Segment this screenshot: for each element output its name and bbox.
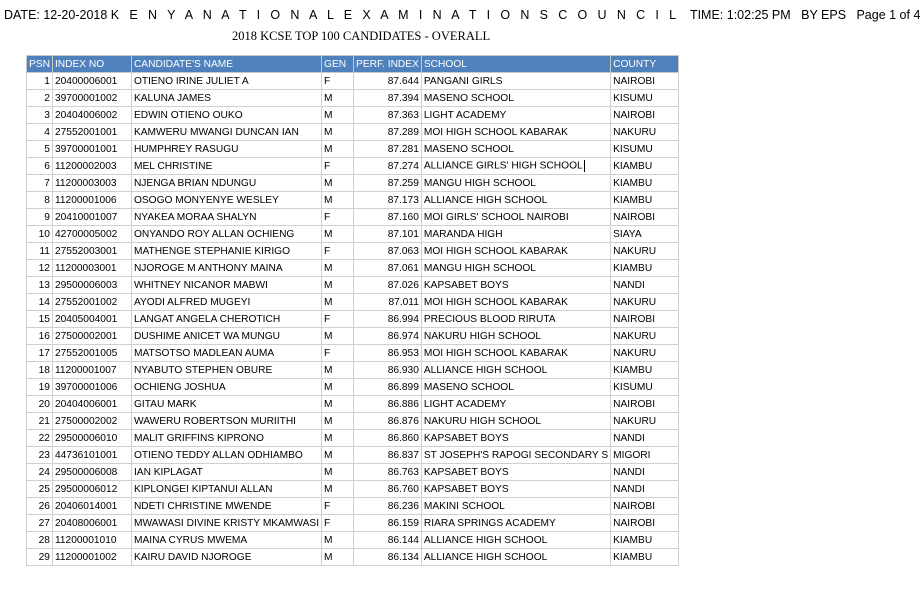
candidate-name-cell: LANGAT ANGELA CHEROTICH — [131, 311, 321, 328]
table-row — [27, 532, 679, 549]
table-row — [27, 260, 679, 277]
table-row — [27, 192, 679, 209]
school-cell: KAPSABET BOYS — [421, 481, 610, 498]
gender-cell: F — [322, 345, 354, 362]
index-no-cell: 27552001005 — [52, 345, 131, 362]
perf-index-cell: 86.860 — [354, 430, 422, 447]
school-cell: MASENO SCHOOL — [421, 379, 610, 396]
report-title: 2018 KCSE TOP 100 CANDIDATES - OVERALL — [232, 29, 491, 43]
table-row — [27, 549, 679, 566]
county-cell: NAKURU — [611, 413, 679, 430]
candidates-table — [26, 55, 679, 566]
county-cell: NAIROBI — [611, 498, 679, 515]
school-cell: MOI HIGH SCHOOL KABARAK — [421, 294, 610, 311]
gender-cell: M — [322, 277, 354, 294]
table-row — [27, 379, 679, 396]
perf-index-cell: 87.061 — [354, 260, 422, 277]
index-no-cell: 20406014001 — [52, 498, 131, 515]
county-cell: MIGORI — [611, 447, 679, 464]
gender-cell: M — [322, 90, 354, 107]
county-cell: NAIROBI — [611, 515, 679, 532]
psn-cell: 25 — [27, 481, 53, 498]
county-cell: NAKURU — [611, 328, 679, 345]
table-row — [27, 345, 679, 362]
psn-cell: 6 — [27, 158, 53, 175]
candidate-name-cell: WAWERU ROBERTSON MURIITHI — [131, 413, 321, 430]
table-row — [27, 226, 679, 243]
index-no-cell: 11200001010 — [52, 532, 131, 549]
candidate-name-cell: ONYANDO ROY ALLAN OCHIENG — [131, 226, 321, 243]
school-cell: ALLIANCE HIGH SCHOOL — [421, 549, 610, 566]
perf-index-cell: 86.134 — [354, 549, 422, 566]
candidate-name-cell: MATHENGE STEPHANIE KIRIGO — [131, 243, 321, 260]
gender-header: GEN — [322, 56, 354, 73]
index-no-header: INDEX NO — [52, 56, 131, 73]
gender-cell: M — [322, 447, 354, 464]
perf-index-cell: 86.144 — [354, 532, 422, 549]
psn-cell: 13 — [27, 277, 53, 294]
table-header-row — [27, 56, 679, 73]
county-cell: KIAMBU — [611, 362, 679, 379]
gender-cell: F — [322, 73, 354, 90]
candidate-name-cell: NYAKEA MORAA SHALYN — [131, 209, 321, 226]
table-row — [27, 294, 679, 311]
perf-index-cell: 86.974 — [354, 328, 422, 345]
table-row — [27, 158, 679, 175]
county-cell: KIAMBU — [611, 192, 679, 209]
table-row — [27, 124, 679, 141]
index-no-cell: 11200001007 — [52, 362, 131, 379]
school-cell: MANGU HIGH SCHOOL — [421, 175, 610, 192]
index-no-cell: 29500006003 — [52, 277, 131, 294]
candidate-name-cell: GITAU MARK — [131, 396, 321, 413]
table-row — [27, 362, 679, 379]
gender-cell: F — [322, 243, 354, 260]
table-row — [27, 515, 679, 532]
school-cell: MOI GIRLS' SCHOOL NAIROBI — [421, 209, 610, 226]
table-row — [27, 209, 679, 226]
psn-cell: 28 — [27, 532, 53, 549]
school-cell: NAKURU HIGH SCHOOL — [421, 413, 610, 430]
candidate-name-cell: OSOGO MONYENYE WESLEY — [131, 192, 321, 209]
perf-index-cell: 87.394 — [354, 90, 422, 107]
gender-cell: M — [322, 464, 354, 481]
perf-index-cell: 87.274 — [354, 158, 422, 175]
psn-cell: 12 — [27, 260, 53, 277]
organization-name: K E N Y A N A T I O N A L E X A M I N A T I O N S C O U N C I L — [110, 8, 680, 22]
table-row — [27, 277, 679, 294]
county-cell: KISUMU — [611, 141, 679, 158]
index-no-cell: 11200003003 — [52, 175, 131, 192]
school-cell: KAPSABET BOYS — [421, 464, 610, 481]
school-cell: MOI HIGH SCHOOL KABARAK — [421, 243, 610, 260]
perf-index-cell: 87.101 — [354, 226, 422, 243]
school-cell: RIARA SPRINGS ACADEMY — [421, 515, 610, 532]
gender-cell: M — [322, 192, 354, 209]
perf-index-cell: 87.063 — [354, 243, 422, 260]
text-cursor — [584, 160, 585, 172]
candidate-name-cell: NYABUTO STEPHEN OBURE — [131, 362, 321, 379]
index-no-cell: 11200002003 — [52, 158, 131, 175]
index-no-cell: 11200001006 — [52, 192, 131, 209]
perf-index-cell: 87.173 — [354, 192, 422, 209]
table-row — [27, 430, 679, 447]
county-cell: KISUMU — [611, 90, 679, 107]
table-row — [27, 396, 679, 413]
psn-cell: 4 — [27, 124, 53, 141]
index-no-cell: 27500002001 — [52, 328, 131, 345]
gender-cell: M — [322, 362, 354, 379]
school-cell: KAPSABET BOYS — [421, 430, 610, 447]
gender-cell: M — [322, 532, 354, 549]
index-no-cell: 29500006012 — [52, 481, 131, 498]
perf-index-cell: 86.159 — [354, 515, 422, 532]
report-time: TIME: 1:02:25 PM — [689, 8, 791, 22]
perf-index-cell: 86.899 — [354, 379, 422, 396]
index-no-cell: 39700001001 — [52, 141, 131, 158]
psn-cell: 10 — [27, 226, 53, 243]
psn-cell: 14 — [27, 294, 53, 311]
table-row — [27, 311, 679, 328]
county-cell: SIAYA — [611, 226, 679, 243]
school-header: SCHOOL — [421, 56, 610, 73]
school-cell: ALLIANCE HIGH SCHOOL — [421, 192, 610, 209]
index-no-cell: 27500002002 — [52, 413, 131, 430]
county-cell: NAIROBI — [611, 311, 679, 328]
gender-cell: F — [322, 515, 354, 532]
school-cell: MASENO SCHOOL — [421, 90, 610, 107]
gender-cell: M — [322, 260, 354, 277]
index-no-cell: 20404006001 — [52, 396, 131, 413]
county-cell: NAIROBI — [611, 396, 679, 413]
table-row — [27, 498, 679, 515]
county-cell: KIAMBU — [611, 549, 679, 566]
index-no-cell: 20405004001 — [52, 311, 131, 328]
report-author: BY EPS — [801, 8, 847, 22]
school-cell: LIGHT ACADEMY — [421, 396, 610, 413]
index-no-cell: 42700005002 — [52, 226, 131, 243]
perf-index-cell: 87.281 — [354, 141, 422, 158]
index-no-cell: 11200001002 — [52, 549, 131, 566]
candidate-name-cell: EDWIN OTIENO OUKO — [131, 107, 321, 124]
perf-index-cell: 86.837 — [354, 447, 422, 464]
school-cell: LIGHT ACADEMY — [421, 107, 610, 124]
table-row — [27, 328, 679, 345]
psn-cell: 20 — [27, 396, 53, 413]
gender-cell: M — [322, 226, 354, 243]
school-cell: ALLIANCE HIGH SCHOOL — [421, 532, 610, 549]
psn-cell: 11 — [27, 243, 53, 260]
psn-cell: 15 — [27, 311, 53, 328]
candidate-name-cell: WHITNEY NICANOR MABWI — [131, 277, 321, 294]
perf-index-cell: 87.289 — [354, 124, 422, 141]
index-no-cell: 39700001006 — [52, 379, 131, 396]
school-cell: MARANDA HIGH — [421, 226, 610, 243]
page-indicator: Page 1 of 4 — [856, 8, 920, 22]
index-no-cell: 39700001002 — [52, 90, 131, 107]
psn-cell: 29 — [27, 549, 53, 566]
perf-index-cell: 86.760 — [354, 481, 422, 498]
gender-cell: M — [322, 328, 354, 345]
school-cell: NAKURU HIGH SCHOOL — [421, 328, 610, 345]
candidate-name-cell: NJOROGE M ANTHONY MAINA — [131, 260, 321, 277]
perf-index-header: PERF. INDEX — [354, 56, 422, 73]
gender-cell: M — [322, 396, 354, 413]
candidate-name-cell: MWAWASI DIVINE KRISTY MKAMWASI — [131, 515, 321, 532]
report-date: DATE: 12-20-2018 — [4, 8, 108, 22]
school-cell: MANGU HIGH SCHOOL — [421, 260, 610, 277]
table-row — [27, 243, 679, 260]
gender-cell: M — [322, 413, 354, 430]
candidate-name-cell: AYODI ALFRED MUGEYI — [131, 294, 321, 311]
perf-index-cell: 86.876 — [354, 413, 422, 430]
county-cell: NAKURU — [611, 124, 679, 141]
psn-cell: 23 — [27, 447, 53, 464]
county-cell: KIAMBU — [611, 260, 679, 277]
county-cell: NANDI — [611, 464, 679, 481]
psn-cell: 9 — [27, 209, 53, 226]
school-cell: PRECIOUS BLOOD RIRUTA — [421, 311, 610, 328]
psn-cell: 21 — [27, 413, 53, 430]
county-header: COUNTY — [611, 56, 679, 73]
school-cell: MOI HIGH SCHOOL KABARAK — [421, 124, 610, 141]
index-no-cell: 29500006008 — [52, 464, 131, 481]
county-cell: NAKURU — [611, 294, 679, 311]
school-cell: ALLIANCE GIRLS' HIGH SCHOOL — [421, 158, 610, 175]
candidate-name-cell: OTIENO IRINE JULIET A — [131, 73, 321, 90]
table-row — [27, 175, 679, 192]
psn-cell: 27 — [27, 515, 53, 532]
perf-index-cell: 86.763 — [354, 464, 422, 481]
gender-cell: F — [322, 498, 354, 515]
psn-header: PSN — [27, 56, 53, 73]
school-cell: MAKINI SCHOOL — [421, 498, 610, 515]
county-cell: NAIROBI — [611, 73, 679, 90]
candidate-name-cell: KAIRU DAVID NJOROGE — [131, 549, 321, 566]
candidate-name-cell: MALIT GRIFFINS KIPRONO — [131, 430, 321, 447]
candidate-name-cell: KALUNA JAMES — [131, 90, 321, 107]
county-cell: NAKURU — [611, 243, 679, 260]
candidate-name-cell: KIPLONGEI KIPTANUI ALLAN — [131, 481, 321, 498]
gender-cell: M — [322, 175, 354, 192]
gender-cell: M — [322, 549, 354, 566]
perf-index-cell: 87.363 — [354, 107, 422, 124]
gender-cell: F — [322, 158, 354, 175]
county-cell: KIAMBU — [611, 175, 679, 192]
gender-cell: M — [322, 124, 354, 141]
perf-index-cell: 87.160 — [354, 209, 422, 226]
perf-index-cell: 87.011 — [354, 294, 422, 311]
perf-index-cell: 86.886 — [354, 396, 422, 413]
gender-cell: M — [322, 107, 354, 124]
index-no-cell: 20408006001 — [52, 515, 131, 532]
index-no-cell: 11200003001 — [52, 260, 131, 277]
perf-index-cell: 86.236 — [354, 498, 422, 515]
county-cell: NANDI — [611, 277, 679, 294]
candidate-name-cell: KAMWERU MWANGI DUNCAN IAN — [131, 124, 321, 141]
school-cell: PANGANI GIRLS — [421, 73, 610, 90]
table-row — [27, 464, 679, 481]
perf-index-cell: 87.644 — [354, 73, 422, 90]
table-row — [27, 107, 679, 124]
psn-cell: 7 — [27, 175, 53, 192]
index-no-cell: 44736101001 — [52, 447, 131, 464]
psn-cell: 8 — [27, 192, 53, 209]
candidate-name-cell: MEL CHRISTINE — [131, 158, 321, 175]
county-cell: KIAMBU — [611, 532, 679, 549]
index-no-cell: 29500006010 — [52, 430, 131, 447]
report-header — [4, 8, 920, 22]
psn-cell: 26 — [27, 498, 53, 515]
table-row — [27, 73, 679, 90]
index-no-cell: 27552001001 — [52, 124, 131, 141]
gender-cell: F — [322, 311, 354, 328]
school-cell: KAPSABET BOYS — [421, 277, 610, 294]
gender-cell: M — [322, 379, 354, 396]
psn-cell: 1 — [27, 73, 53, 90]
perf-index-cell: 87.259 — [354, 175, 422, 192]
psn-cell: 22 — [27, 430, 53, 447]
table-body — [27, 73, 679, 566]
perf-index-cell: 87.026 — [354, 277, 422, 294]
county-cell: NANDI — [611, 481, 679, 498]
psn-cell: 19 — [27, 379, 53, 396]
psn-cell: 18 — [27, 362, 53, 379]
candidate-name-cell: NJENGA BRIAN NDUNGU — [131, 175, 321, 192]
county-cell: KISUMU — [611, 379, 679, 396]
candidate-name-header: CANDIDATE'S NAME — [131, 56, 321, 73]
school-cell: ALLIANCE HIGH SCHOOL — [421, 362, 610, 379]
table-row — [27, 141, 679, 158]
candidate-name-cell: HUMPHREY RASUGU — [131, 141, 321, 158]
county-cell: NAKURU — [611, 345, 679, 362]
candidate-name-cell: NDETI CHRISTINE MWENDE — [131, 498, 321, 515]
county-cell: KIAMBU — [611, 158, 679, 175]
candidate-name-cell: MAINA CYRUS MWEMA — [131, 532, 321, 549]
psn-cell: 5 — [27, 141, 53, 158]
county-cell: NANDI — [611, 430, 679, 447]
perf-index-cell: 86.994 — [354, 311, 422, 328]
psn-cell: 24 — [27, 464, 53, 481]
school-cell: MASENO SCHOOL — [421, 141, 610, 158]
index-no-cell: 27552003001 — [52, 243, 131, 260]
index-no-cell: 20410001007 — [52, 209, 131, 226]
candidate-name-cell: DUSHIME ANICET WA MUNGU — [131, 328, 321, 345]
gender-cell: F — [322, 209, 354, 226]
candidate-name-cell: OCHIENG JOSHUA — [131, 379, 321, 396]
index-no-cell: 27552001002 — [52, 294, 131, 311]
candidate-name-cell: OTIENO TEDDY ALLAN ODHIAMBO — [131, 447, 321, 464]
index-no-cell: 20400006001 — [52, 73, 131, 90]
gender-cell: M — [322, 141, 354, 158]
psn-cell: 16 — [27, 328, 53, 345]
table-row — [27, 447, 679, 464]
perf-index-cell: 86.953 — [354, 345, 422, 362]
candidate-name-cell: MATSOTSO MADLEAN AUMA — [131, 345, 321, 362]
perf-index-cell: 86.930 — [354, 362, 422, 379]
index-no-cell: 20404006002 — [52, 107, 131, 124]
school-cell: ST JOSEPH'S RAPOGI SECONDARY S — [421, 447, 610, 464]
county-cell: NAIROBI — [611, 107, 679, 124]
school-cell: MOI HIGH SCHOOL KABARAK — [421, 345, 610, 362]
psn-cell: 3 — [27, 107, 53, 124]
gender-cell: M — [322, 430, 354, 447]
candidate-name-cell: IAN KIPLAGAT — [131, 464, 321, 481]
gender-cell: M — [322, 294, 354, 311]
table-row — [27, 481, 679, 498]
table-row — [27, 413, 679, 430]
psn-cell: 2 — [27, 90, 53, 107]
psn-cell: 17 — [27, 345, 53, 362]
county-cell: NAIROBI — [611, 209, 679, 226]
table-row — [27, 90, 679, 107]
gender-cell: M — [322, 481, 354, 498]
